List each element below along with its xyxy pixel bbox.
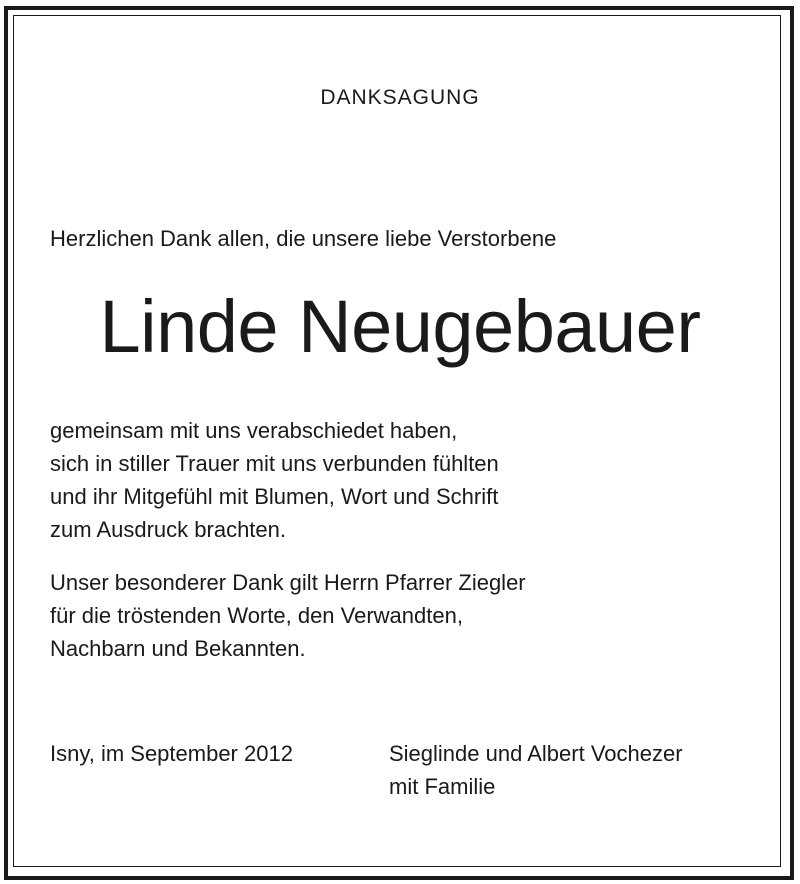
paragraph-1-line: zum Ausdruck brachten. bbox=[50, 517, 287, 542]
notice-heading: DANKSAGUNG bbox=[320, 86, 480, 109]
signature-line: mit Familie bbox=[389, 774, 496, 799]
signature-block bbox=[389, 737, 683, 803]
thanks-paragraph-2 bbox=[50, 566, 526, 665]
paragraph-1-line: gemeinsam mit uns verabschiedet haben, bbox=[50, 418, 458, 443]
signature-line: Sieglinde und Albert Vochezer bbox=[389, 741, 683, 766]
place-date: Isny, im September 2012 bbox=[50, 741, 293, 766]
paragraph-2-line: Unser besonderer Dank gilt Herrn Pfarrer Ziegler bbox=[50, 570, 526, 595]
paragraph-2-line: für die tröstenden Worte, den Verwandten, bbox=[50, 603, 463, 628]
paragraph-2-line: Nachbarn und Bekannten. bbox=[50, 636, 306, 661]
thanks-paragraph-1 bbox=[50, 414, 499, 546]
paragraph-1-line: und ihr Mitgefühl mit Blumen, Wort und Schrift bbox=[50, 484, 499, 509]
intro-text: Herzlichen Dank allen, die unsere liebe Verstorbene bbox=[50, 226, 557, 251]
deceased-name: Linde Neugebauer bbox=[99, 285, 701, 368]
paragraph-1-line: sich in stiller Trauer mit uns verbunden fühlten bbox=[50, 451, 499, 476]
